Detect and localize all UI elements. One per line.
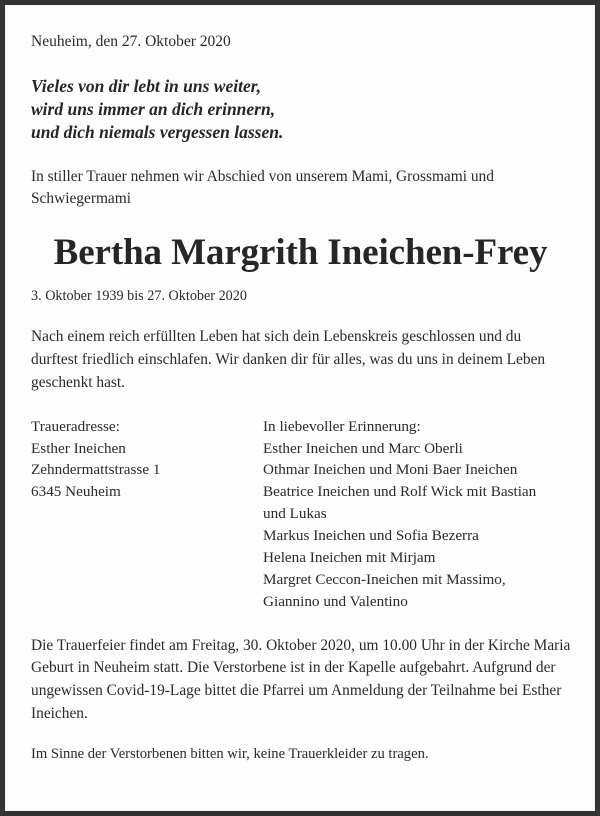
- contact-line: Esther Ineichen: [31, 439, 126, 457]
- mourner-line: und Lukas: [263, 505, 327, 523]
- deceased-name: Bertha Margrith Ineichen-Frey: [53, 232, 548, 274]
- contact-line: Zehndermattstrasse 1: [31, 461, 161, 479]
- mourners-column: [263, 416, 572, 613]
- mourner-line: Markus Ineichen und Sofia Bezerra: [263, 527, 479, 545]
- mourner-line: Margret Ceccon-Ineichen mit Massimo,: [263, 570, 506, 588]
- mourner-line: Giannino und Valentino: [263, 592, 408, 610]
- mourner-line: Beatrice Ineichen und Rolf Wick mit Bastian: [263, 483, 537, 501]
- place-and-date-line: Neuheim, den 27. Oktober 2020: [31, 33, 231, 50]
- ceremony-details-text: Die Trauerfeier findet am Freitag, 30. Oktober 2020, um 10.00 Uhr in der Kirche Maria Geburt in Neuheim statt. Die Verstorbene ist in der Kapelle aufgebahrt. Aufgrund der ungewissen Covid-19-Lage bittet die Pfarrei um Anmeldung der Teilnahme bei Esther Ineichen.: [31, 636, 571, 723]
- verse-line-1: Vieles von dir lebt in uns weiter,: [31, 75, 261, 96]
- mourner-line: Esther Ineichen und Marc Oberli: [263, 439, 463, 457]
- memorial-verse: [31, 75, 572, 145]
- closing-request-text: Im Sinne der Verstorbenen bitten wir, keine Trauerkleider zu tragen.: [31, 745, 429, 762]
- mourner-line: Othmar Ineichen und Moni Baer Ineichen: [263, 461, 518, 479]
- life-dates: 3. Oktober 1939 bis 27. Oktober 2020: [31, 287, 247, 304]
- verse-line-3: und dich niemals vergessen lassen.: [31, 122, 284, 143]
- contact-heading: Traueradresse:: [31, 417, 120, 435]
- eulogy-text: Nach einem reich erfüllten Leben hat sich dein Lebenskreis geschlossen und du durftest friedlich einschlafen. Wir danken dir für alles, was du uns in deinem Leben geschenkt hast.: [31, 328, 546, 391]
- details-columns: [31, 416, 572, 613]
- contact-column: [31, 416, 263, 504]
- contact-line: 6345 Neuheim: [31, 483, 121, 501]
- mourning-intro-text: In stiller Trauer nehmen wir Abschied von unserem Mami, Grossmami und Schwiegermami: [31, 167, 494, 208]
- verse-line-2: wird uns immer an dich erinnern,: [31, 99, 276, 120]
- obituary-notice-body: [5, 5, 595, 811]
- mourner-line: Helena Ineichen mit Mirjam: [263, 549, 436, 566]
- mourners-heading: In liebevoller Erinnerung:: [263, 417, 421, 435]
